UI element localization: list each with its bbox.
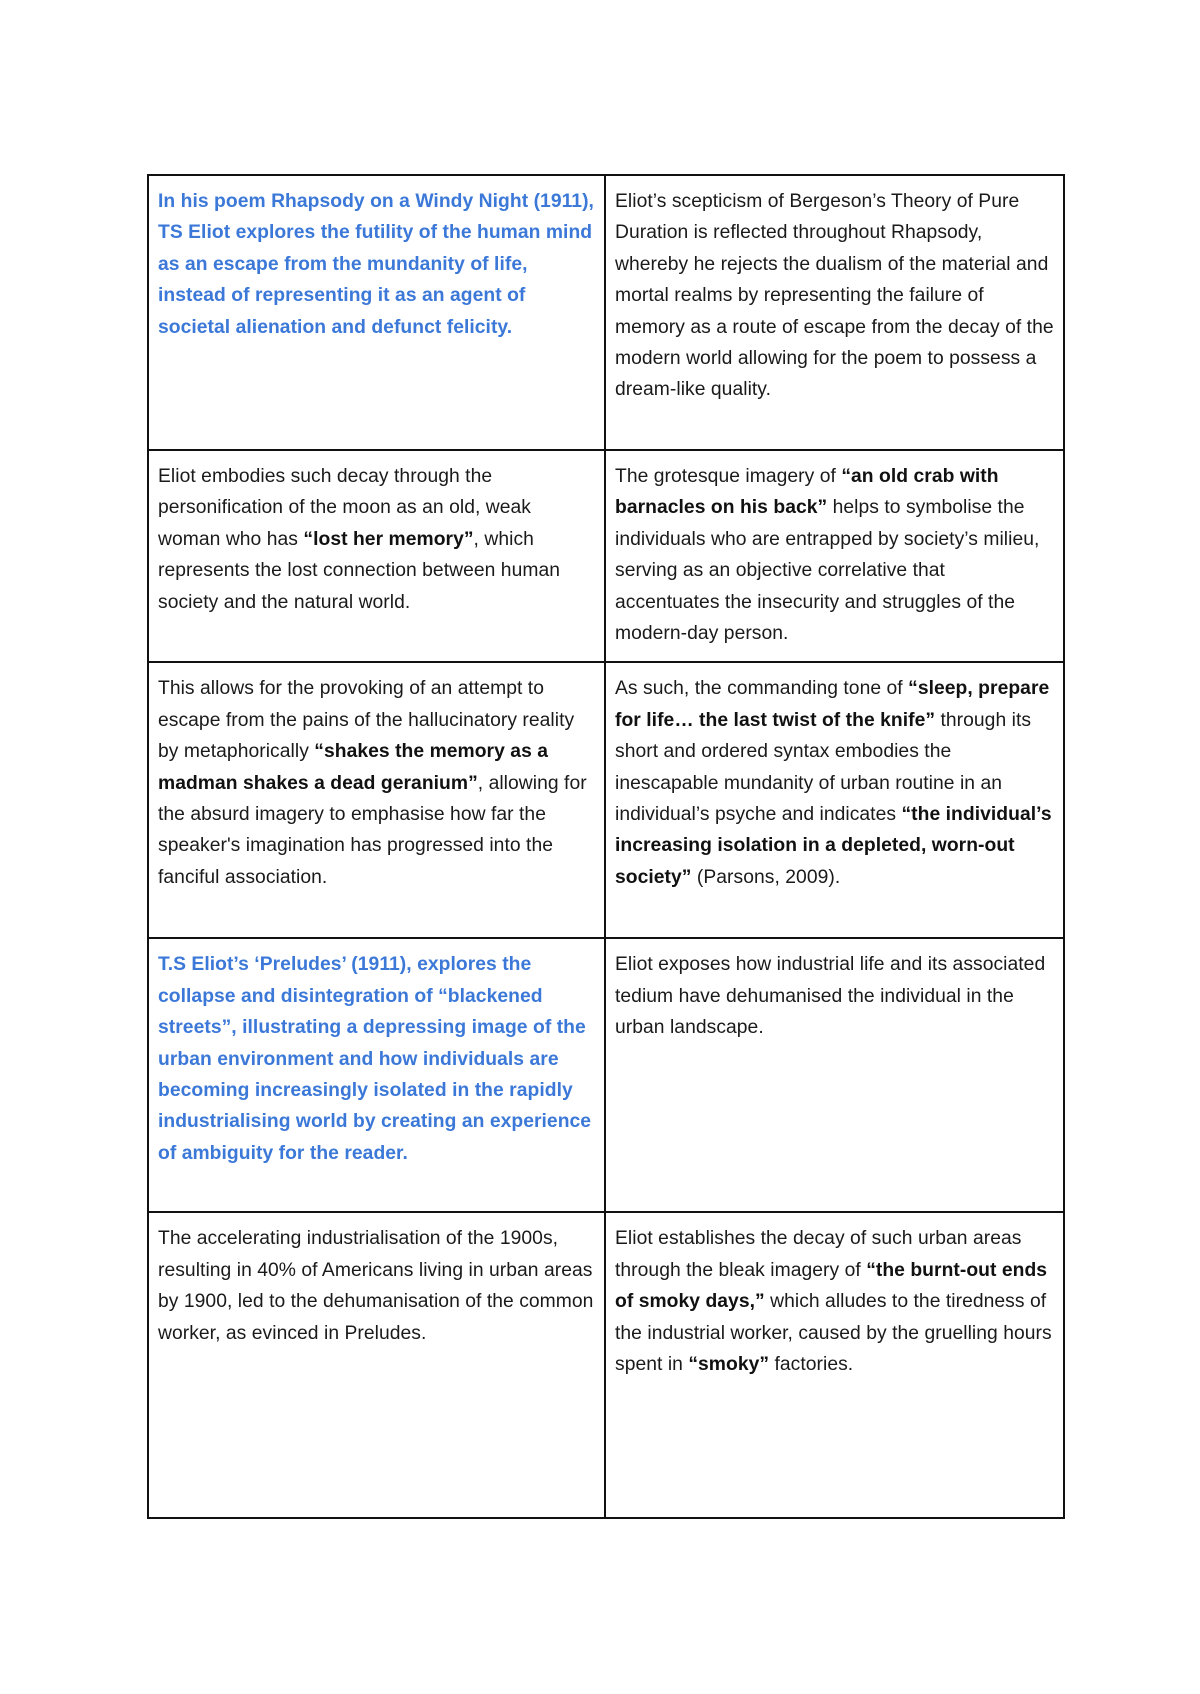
essay-notes-table — [147, 174, 1065, 1519]
analysis-text: The accelerating industrialisation of the 1900s, resulting in 40% of Americans living in urban areas by 1900, led to the dehumanisation of the common worker, as evinced in Preludes. — [158, 1228, 594, 1344]
body-text: which alludes to the tiredness of the industrial worker, caused by the gruelling hours spent in — [615, 1291, 1052, 1376]
analysis-cell — [605, 1212, 1064, 1518]
quote: “the individual’s increasing isolation in a depleted, worn-out society” — [615, 804, 1052, 888]
thesis-cell-preludes — [148, 938, 605, 1212]
table-row — [148, 1212, 1064, 1518]
thesis-cell-rhapsody — [148, 175, 605, 450]
body-text: The grotesque imagery of — [615, 466, 842, 487]
analysis-cell — [605, 938, 1064, 1212]
analysis-cell — [605, 450, 1064, 662]
analysis-text: Eliot exposes how industrial life and its associated tedium have dehumanised the individual in the urban landscape. — [615, 954, 1046, 1039]
table-row — [148, 662, 1064, 938]
body-text: factories. — [769, 1354, 854, 1376]
table-row — [148, 938, 1064, 1212]
quote: “shakes the memory as a madman shakes a dead geranium” — [158, 741, 549, 794]
body-text: , allowing for the absurd imagery to emphasise how far the speaker's imagination has progressed into the fanciful association. — [158, 772, 587, 888]
body-text: Eliot embodies such decay through the personification of the moon as an old, weak woman who has — [158, 466, 532, 550]
analysis-cell — [605, 175, 1064, 450]
quote: “smoky” — [688, 1354, 770, 1376]
analysis-cell — [148, 1212, 605, 1518]
quote: “sleep, prepare for life… the last twist of the knife” — [615, 678, 1050, 731]
quote: “lost her memory” — [303, 528, 474, 550]
thesis-text: In his poem Rhapsody on a Windy Night (1911), TS Eliot explores the futility of the human mind as an escape from the mundanity of life, instead of representing it as an agent of societal alienation and defunct felicity. — [158, 191, 594, 338]
body-text: helps to symbolise the individuals who are entrapped by society’s milieu, serving as an objective correlative that accentuates the insecurity and struggles of the modern-day person. — [615, 497, 1040, 645]
body-text: (Parsons, 2009). — [691, 866, 841, 888]
quote: “the burnt-out ends of smoky days,” — [615, 1259, 1048, 1313]
body-text: This allows for the provoking of an attempt to escape from the pains of the hallucinatory reality by metaphorically — [158, 678, 575, 763]
analysis-text: Eliot’s scepticism of Bergeson’s Theory of Pure Duration is reflected throughout Rhapsody, whereby he rejects the dualism of the material and mortal realms by representing the failure of memory as a route of escape from the decay of the modern world allowing for the poem to possess a dream-like quality. — [615, 191, 1054, 401]
quote: “an old crab with barnacles on his back” — [615, 466, 999, 519]
analysis-cell — [148, 450, 605, 662]
body-text: , which represents the lost connection between human society and the natural world. — [158, 528, 561, 613]
table-row — [148, 450, 1064, 662]
table-row — [148, 175, 1064, 450]
thesis-text: T.S Eliot’s ‘Preludes’ (1911), explores the collapse and disintegration of “blackened streets”, illustrating a depressing image of the urban environment and how individuals are becoming increasingly isolated in the rapidly industrialising world by creating an experience of ambiguity for the reader. — [158, 954, 592, 1164]
body-text: Eliot establishes the decay of such urban areas through the bleak imagery of — [615, 1228, 1022, 1281]
analysis-cell — [148, 662, 605, 938]
body-text: As such, the commanding tone of — [615, 678, 909, 700]
body-text: through its short and ordered syntax embodies the inescapable mundanity of urban routine in an individual’s psyche and indicates — [615, 709, 1032, 826]
analysis-cell — [605, 662, 1064, 938]
